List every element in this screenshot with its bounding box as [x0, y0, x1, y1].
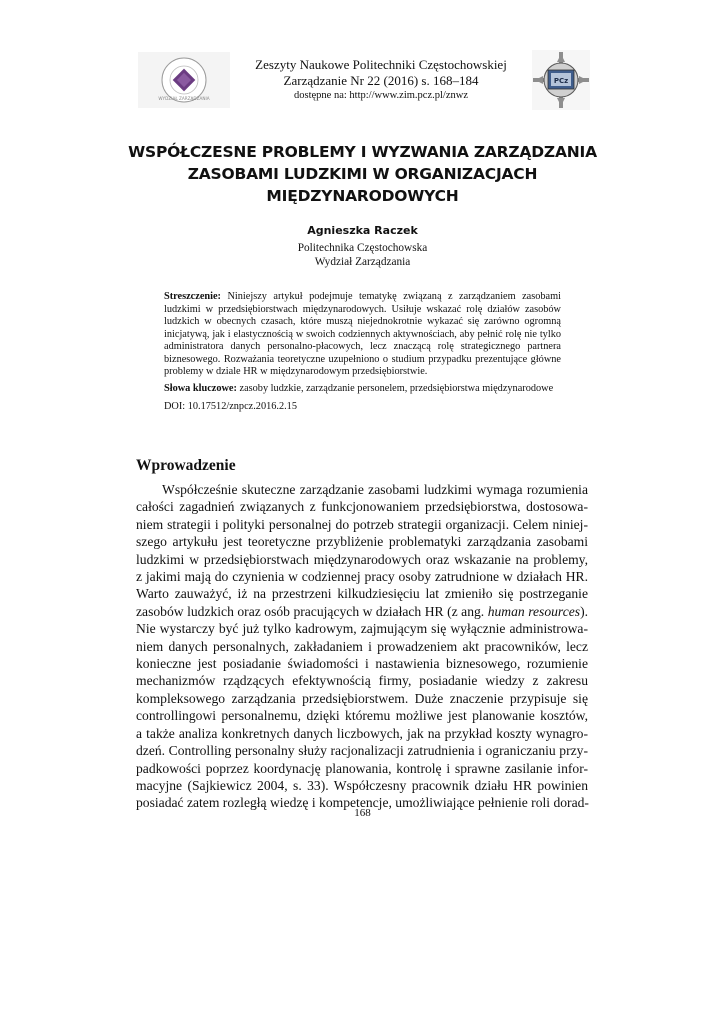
page-number: 168: [354, 807, 371, 819]
doi: DOI: 10.17512/znpcz.2016.2.15: [164, 401, 297, 412]
article-title: WSPÓŁCZESNE PROBLEMY I WYZWANIA ZARZĄDZANIA ZASOBAMI LUDZKIMI W ORGANIZACJACH MIĘDZYNARODOWYCH: [128, 143, 597, 205]
journal-url: dostępne na: http://www.zim.pcz.pl/znwz: [294, 90, 468, 101]
body-line: całości zagadnień związanych z funkcjonowaniem przedsiębiorstwa, dostosowa-: [136, 499, 588, 515]
body-line: z jakimi mają do czynienia w codziennej pracy osoby zatrudnione w działach HR.: [136, 569, 588, 585]
university-emblem-text: PCz: [553, 77, 569, 85]
body-line: kompleksowego zarządzania przedsiębiorstwem. Duże znaczenie przypisuje się: [136, 690, 588, 706]
abstract-label: Streszczenie:: [164, 291, 221, 302]
abstract-paragraph: [164, 291, 561, 379]
keywords-paragraph: [164, 383, 561, 396]
body-line: zasobów ludzkich oraz osób pracujących w działach HR (z ang. human resources).: [136, 603, 588, 619]
body-line: konieczne jest posiadanie świadomości i nastawienia biznesowego, rozumienie: [136, 656, 588, 672]
body-line: dzeń. Controlling personalny służy racjonalizacji zatrudnienia i ograniczaniu przy-: [136, 743, 588, 759]
body-line: Nie wystarczy być już tylko kadrowym, zajmującym się wyłącznie administrowa-: [136, 621, 588, 637]
faculty: Wydział Zarządzania: [314, 256, 411, 268]
faculty-logo: [138, 52, 230, 108]
keywords-text: zasoby ludzkie, zarządzanie personelem, przedsiębiorstwa międzynarodowe: [239, 382, 554, 394]
body-line: niem danych personalnych, zakładaniem i prowadzeniem akt pracowników, lecz: [136, 638, 588, 654]
body-line: Warto zauważyć, iż na przestrzeni kilkudziesięciu lat zmieniło się postrzeganie: [136, 586, 588, 602]
body-line: macyjne (Sajkiewicz 2004, s. 33). Współczesny pracownik działu HR powinien: [136, 777, 588, 793]
journal-info: [230, 57, 532, 103]
body-line: controllingowi personalnemu, dzięki któremu możliwe jest planowanie kosztów,: [136, 708, 588, 724]
abstract: [164, 291, 561, 414]
author-name: Agnieszka Raczek: [307, 224, 418, 237]
body-line: posiadać zatem rozległą wiedzę i kompetencje, umożliwiające pełnienie roli dorad-: [136, 795, 589, 811]
journal-name: Zeszyty Naukowe Politechniki Częstochowskiej: [255, 57, 507, 72]
affiliation: [120, 241, 605, 269]
abstract-text: Niniejszy artykuł podejmuje tematykę związaną z zarządzaniem zasobami ludzkimi w przedsiębiorstwach międzynarodowych. Usiłuje wskazać rolę działów zasobów ludzkich w obecnych czasach, które muszą niejednokrotnie wykazać się zarówno ogromną inicjatywą, jak i elastycznością w swoich codziennych aktywnościach, aby pełnić rolę nie tylko administratora danych personalno-płacowych, lecz znaczącą rolę strategicznego partnera biznesowego. Rozważania teoretyczne uzupełniono o studium przypadku prezentujące główne problemy w dziale HR w międzynarodowym przedsiębiorstwie.: [164, 291, 561, 377]
keywords-label: Słowa kluczowe:: [164, 382, 237, 394]
faculty-logo-text: WYDZIAŁ ZARZĄDZANIA: [158, 96, 210, 101]
body-line: szego artykułu jest teoretyczne przybliżenie problematyki zarządzania zasobami: [136, 534, 588, 550]
institution: Politechnika Częstochowska: [297, 242, 428, 254]
body-text: [136, 481, 588, 812]
body-line: ludzkimi w przedsiębiorstwach międzynarodowych oraz wskazanie na problemy,: [136, 551, 588, 567]
journal-issue: Zarządzanie Nr 22 (2016) s. 168–184: [283, 73, 479, 88]
body-line: Współcześnie skuteczne zarządzanie zasobami ludzkimi wymaga rozumienia: [162, 482, 588, 497]
journal-header: [138, 52, 590, 108]
body-line: mechanizmów rządzących efektywnością firmy, posiadanie wiedzy z zakresu: [136, 673, 588, 689]
section-heading: Wprowadzenie: [136, 457, 236, 474]
body-line: niem strategii i polityki personalnej do potrzeb strategii organizacji. Celem niniej-: [136, 516, 588, 532]
university-emblem: [532, 50, 590, 110]
body-line: a także analiza konkretnych danych liczbowych, jak na przykład koszty wynagro-: [136, 725, 588, 741]
body-line: padkowości poprzez koordynację planowania, kontrolę i sprawne zasilanie infor-: [136, 760, 588, 776]
